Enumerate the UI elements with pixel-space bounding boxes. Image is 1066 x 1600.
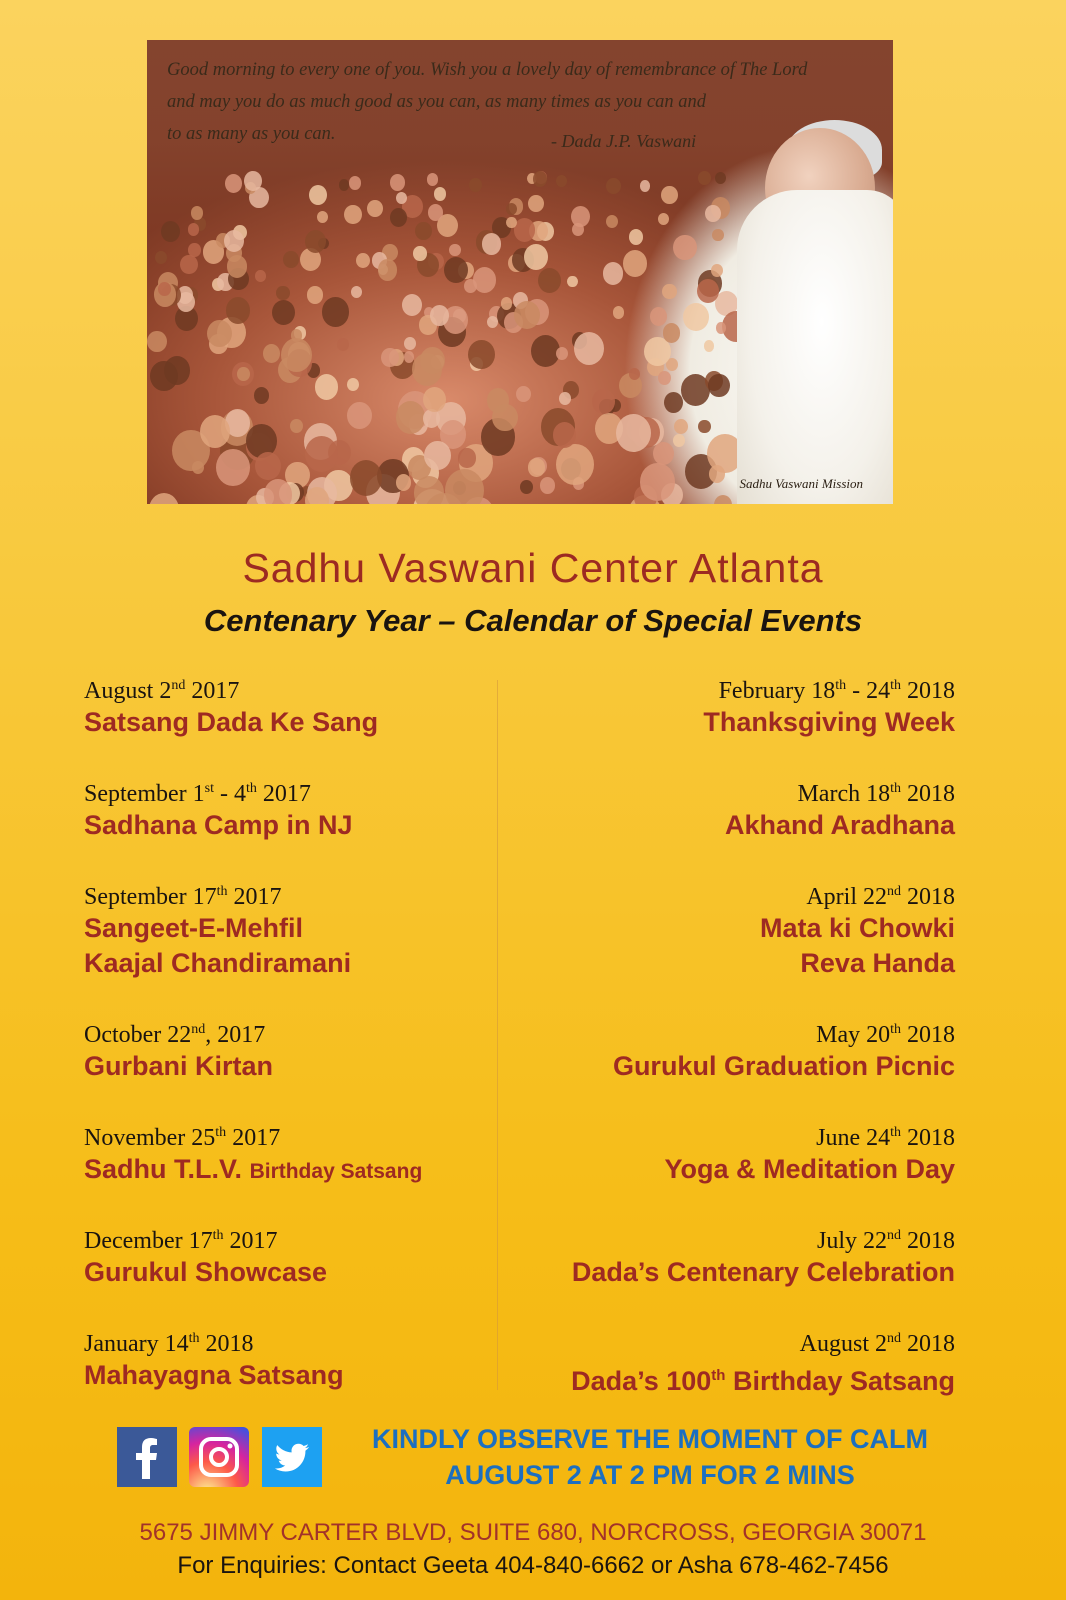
photo-credit: Sadhu Vaswani Mission [739, 476, 863, 491]
address: 5675 JIMMY CARTER BLVD, SUITE 680, NORCROSS, GEORGIA 30071 [139, 1519, 927, 1546]
event-name: Mata ki Chowki [759, 913, 955, 943]
enquiries: For Enquiries: Contact Geeta 404-840-6662 or Asha 678-462-7456 [177, 1552, 889, 1579]
event-item [535, 1016, 955, 1084]
event-date: November 25th 2017 [84, 1125, 281, 1151]
event-item [84, 1119, 504, 1189]
event-date: July 22nd 2018 [816, 1228, 955, 1254]
event-item [535, 1222, 955, 1290]
event-name: Satsang Dada Ke Sang [84, 707, 379, 737]
event-date: August 2nd 2018 [799, 1331, 955, 1357]
event-date: June 24th 2018 [816, 1125, 955, 1151]
event-date: April 22nd 2018 [806, 884, 955, 910]
event-name-line2: Kaajal Chandiramani [84, 948, 352, 978]
event-name: Sangeet-E-Mehfil [84, 913, 304, 943]
event-date: October 22nd, 2017 [84, 1022, 266, 1048]
event-name: Sadhu T.L.V. Birthday Satsang [84, 1154, 423, 1184]
twitter-icon[interactable] [262, 1427, 322, 1487]
event-date: September 1st - 4th 2017 [84, 781, 311, 807]
event-name: Dada’s 100th Birthday Satsang [571, 1366, 955, 1396]
figure-robe [737, 190, 893, 504]
page-title: Sadhu Vaswani Center Atlanta [242, 545, 824, 591]
event-name: Mahayagna Satsang [84, 1360, 344, 1390]
event-name: Yoga & Meditation Day [664, 1154, 955, 1184]
event-item [535, 775, 955, 843]
event-item [84, 1325, 504, 1393]
event-date: September 17th 2017 [84, 884, 282, 910]
event-item [84, 1222, 504, 1290]
quote-line: and may you do as much good as you can, as many times as you can and [167, 92, 706, 112]
quote-line: to as many as you can. [167, 124, 336, 144]
event-item [84, 1016, 504, 1084]
event-item [535, 1325, 955, 1399]
event-date: January 14th 2018 [84, 1331, 254, 1357]
event-date: August 2nd 2017 [84, 678, 240, 704]
quote-line: Good morning to every one of you. Wish you a lovely day of remembrance of The Lord [167, 60, 808, 80]
event-name: Sadhana Camp in NJ [84, 810, 353, 840]
facebook-icon[interactable] [117, 1427, 177, 1487]
hero-photo [147, 40, 893, 504]
event-item [84, 672, 504, 740]
event-item [84, 775, 504, 843]
event-date: February 18th - 24th 2018 [718, 678, 955, 704]
event-name: Gurukul Showcase [84, 1257, 328, 1287]
page-subtitle: Centenary Year – Calendar of Special Events [203, 603, 863, 638]
event-name-line2: Reva Handa [800, 948, 955, 978]
event-item [84, 878, 504, 981]
event-item [535, 1119, 955, 1187]
calm-line-1: KINDLY OBSERVE THE MOMENT OF CALM [371, 1424, 929, 1454]
event-date: May 20th 2018 [816, 1022, 955, 1048]
event-item [535, 672, 955, 740]
event-name: Dada’s Centenary Celebration [571, 1257, 955, 1287]
event-name: Gurbani Kirtan [84, 1051, 274, 1081]
event-name: Thanksgiving Week [703, 707, 955, 737]
event-name: Gurukul Graduation Picnic [612, 1051, 955, 1081]
event-item [535, 878, 955, 981]
event-date: March 18th 2018 [797, 781, 955, 807]
instagram-icon[interactable] [189, 1427, 249, 1487]
quote-author: - Dada J.P. Vaswani [551, 131, 697, 151]
event-date: December 17th 2017 [84, 1228, 278, 1254]
calm-line-2: AUGUST 2 AT 2 PM FOR 2 MINS [445, 1460, 855, 1490]
quote-text [167, 54, 867, 150]
event-name: Akhand Aradhana [724, 810, 955, 840]
